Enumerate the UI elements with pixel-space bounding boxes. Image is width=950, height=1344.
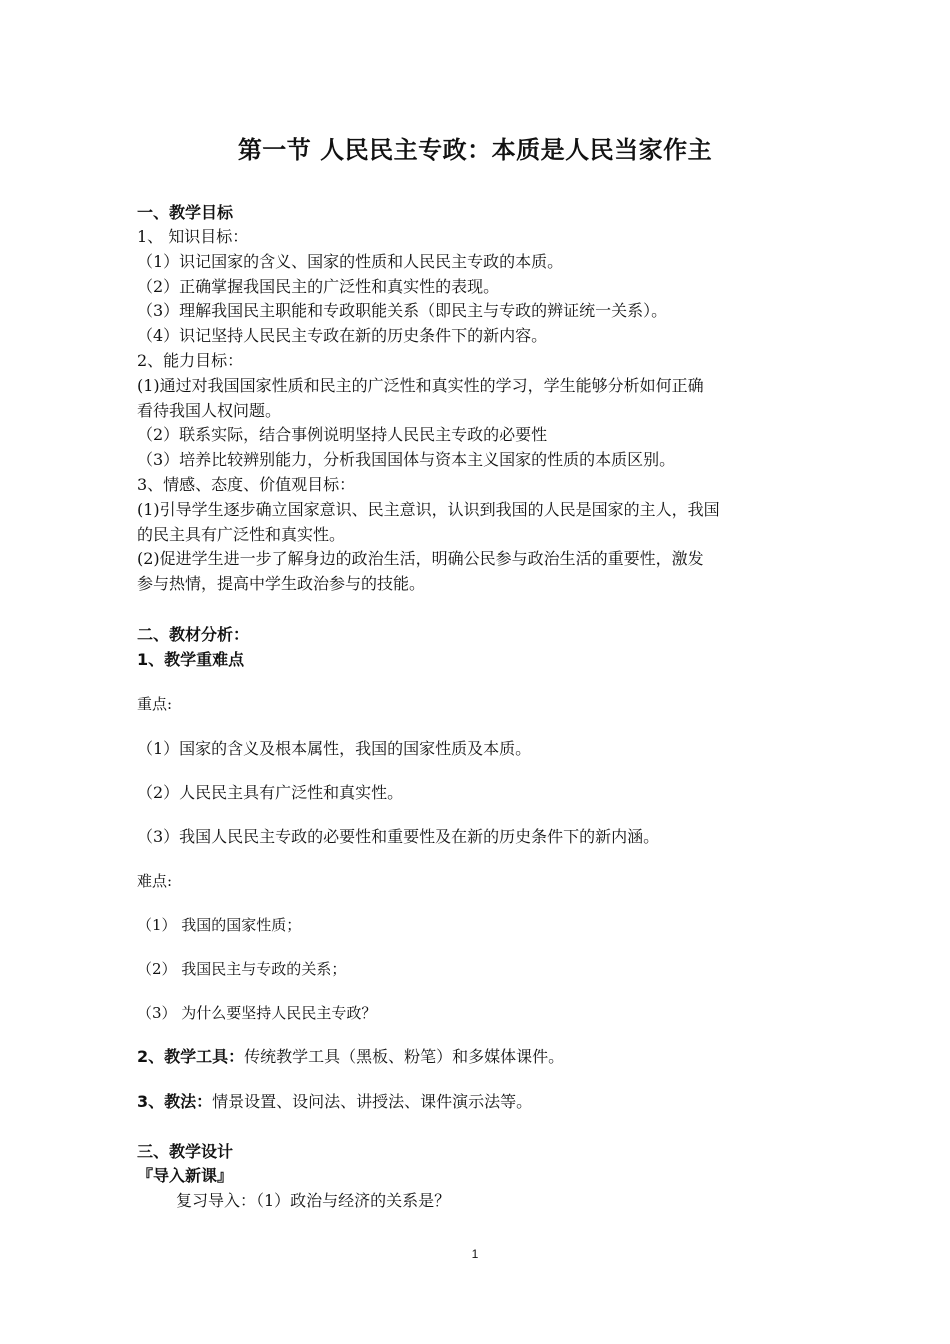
section-heading-analysis: 二、教材分析： bbox=[137, 625, 250, 644]
text-line: （3）理解我国民主职能和专政职能关系（即民主与专政的辨证统一关系）。 bbox=[137, 301, 668, 320]
text-line: （4）识记坚持人民民主专政在新的历史条件下的新内容。 bbox=[137, 326, 548, 345]
text-line: (1)通过对我国国家性质和民主的广泛性和真实性的学习，学生能够分析如何正确 bbox=[137, 376, 704, 395]
intro-text: 复习导入：（1）政治与经济的关系是？ bbox=[176, 1191, 451, 1210]
text-line: 看待我国人权问题。 bbox=[137, 401, 282, 420]
key-point-item: （2）人民民主具有广泛性和真实性。 bbox=[137, 783, 404, 802]
difficult-point-item: （2） 我国民主与专政的关系； bbox=[137, 960, 347, 978]
key-point-item: （1）国家的含义及根本属性，我国的国家性质及本质。 bbox=[137, 739, 532, 758]
text-line: （2）正确掌握我国民主的广泛性和真实性的表现。 bbox=[137, 277, 500, 296]
subheading-ability: 2、能力目标： bbox=[137, 351, 244, 370]
text-line: (1)引导学生逐步确立国家意识、民主意识，认识到我国的人民是国家的主人，我国 bbox=[137, 500, 720, 519]
difficult-points-label: 难点: bbox=[137, 872, 173, 890]
text-line: 的民主具有广泛性和真实性。 bbox=[137, 525, 346, 544]
teaching-method-label: 3、教法： bbox=[137, 1092, 213, 1111]
section-heading-design: 三、教学设计 bbox=[137, 1142, 234, 1161]
text-line: (2)促进学生进一步了解身边的政治生活，明确公民参与政治生活的重要性，激发 bbox=[137, 549, 704, 568]
text-line: （2）联系实际，结合事例说明坚持人民民主专政的必要性 bbox=[137, 425, 548, 444]
text-line: 参与热情，提高中学生政治参与的技能。 bbox=[137, 574, 426, 593]
page-number: 1 bbox=[471, 1247, 479, 1261]
difficult-point-item: （3） 为什么要坚持人民民主专政？ bbox=[137, 1004, 377, 1022]
intro-heading: 『导入新课』 bbox=[137, 1166, 234, 1185]
page-title: 第一节 人民民主专政：本质是人民当家作主 bbox=[237, 136, 713, 164]
key-point-item: （3）我国人民民主专政的必要性和重要性及在新的历史条件下的新内涵。 bbox=[137, 827, 660, 846]
text-line: （1）识记国家的含义、国家的性质和人民民主专政的本质。 bbox=[137, 252, 564, 271]
section-heading-objectives: 一、教学目标 bbox=[137, 203, 234, 222]
teaching-tools-text: 传统教学工具（黑板、粉笔）和多媒体课件。 bbox=[244, 1047, 565, 1066]
text-line: （3）培养比较辨别能力，分析我国国体与资本主义国家的性质的本质区别。 bbox=[137, 450, 676, 469]
teaching-method-line bbox=[137, 1089, 827, 1114]
subheading-key-difficult: 1、教学重难点 bbox=[137, 650, 245, 669]
teaching-tools-label: 2、教学工具： bbox=[137, 1047, 245, 1066]
subheading-knowledge: 1、 知识目标： bbox=[137, 227, 249, 246]
key-points-label: 重点: bbox=[137, 695, 173, 713]
difficult-point-item: （1） 我国的国家性质； bbox=[137, 916, 302, 934]
teaching-tools-line bbox=[137, 1044, 827, 1069]
subheading-values: 3、情感、态度、价值观目标： bbox=[137, 475, 356, 494]
teaching-method-text: 情景设置、设问法、讲授法、课件演示法等。 bbox=[212, 1092, 533, 1111]
